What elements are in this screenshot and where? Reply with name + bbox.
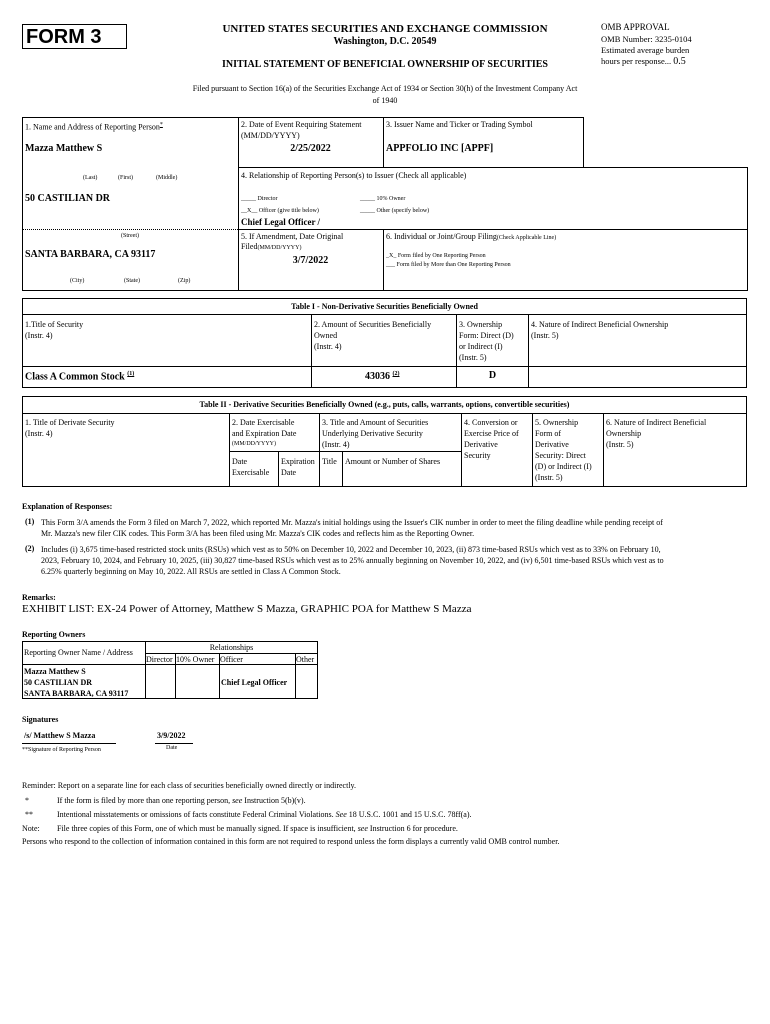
- star1-text: If the form is filed by more than one reporting person, see Instruction 5(b)(v).: [57, 796, 306, 805]
- t1-col2-header: 2. Amount of Securities Beneficially Owned (Instr. 4): [314, 320, 432, 351]
- table1-title: Table I - Non-Derivative Securities Beneficially Owned: [291, 302, 478, 311]
- director-option: _____ Director: [241, 196, 278, 202]
- box1-label-mark: *: [159, 122, 163, 128]
- persons-text: Persons who respond to the collection of information contained in this form are not required to respond unless the form displays a currently valid OMB control number.: [22, 837, 560, 846]
- box5-label-line1: 5. If Amendment, Date Original: [241, 232, 344, 241]
- amount-cell: [312, 371, 455, 382]
- owner-name-address: Mazza Matthew S 50 CASTILIAN DR SANTA BARBARA, CA 93117: [24, 667, 129, 698]
- star1-mark: *: [25, 796, 29, 805]
- filed-line1: Filed pursuant to Section 16(a) of the Securities Exchange Act of 1934 or Section 30(h) of the Investment Company Act: [192, 84, 578, 93]
- t1-col1-header: 1.Title of Security (Instr. 4): [25, 320, 84, 340]
- security-footnote-link[interactable]: (1): [127, 371, 135, 377]
- signature-caption: **Signature of Reporting Person: [22, 747, 101, 753]
- remarks-title: Remarks:: [22, 593, 56, 602]
- signatures-title: Signatures: [22, 715, 59, 724]
- event-date: 2/25/2022: [290, 143, 331, 154]
- city-caption: (City): [70, 278, 85, 284]
- issuer-name: APPFOLIO INC [APPF]: [386, 143, 494, 154]
- star2-text: Intentional misstatements or omissions of facts constitute Federal Criminal Violations. See 18 U.S.C. 1001 and 15 U.S.C. 78ff(a).: [57, 810, 472, 819]
- amount-value: 43036: [365, 371, 390, 383]
- city-value: SANTA BARBARA, CA 93117: [25, 249, 156, 260]
- t1-col3-header: 3. Ownership Form: Direct (D) or Indirect (I) (Instr. 5): [459, 320, 514, 362]
- zip-caption: (Zip): [178, 278, 191, 284]
- box6-label-suffix: (Check Applicable Line): [496, 235, 557, 241]
- reminder-text: Reminder: Report on a separate line for each class of securities beneficially owned directly or indirectly.: [22, 781, 357, 790]
- t2-title-header: Title: [322, 457, 337, 466]
- footnote-1-text: This Form 3/A amends the Form 3 filed on March 7, 2022, which reported Mr. Mazza's initial holdings using the Issuer's CIK number in order to meet the filing deadline while pending receipt of Mr. Mazza's new filer CIK codes. This Form 3/A has been filed using Mr. Mazza's CIK codes and reflects him as the Reporting Owner.: [41, 518, 663, 538]
- burden-line1: Estimated average burden: [601, 45, 690, 55]
- t2-col1-header: 1. Title of Derivate Security (Instr. 4): [25, 418, 115, 438]
- footnote-2-text: Includes (i) 3,675 time-based restricted stock units (RSUs) which vest as to 50% on December 10, 2022 and December 10, 2023, (ii) 873 time-based RSUs which vest as to 33% on February 10, 2023, February 10, 2024, and February 10, 2025, (iii) 30,827 time-based RSUs which vest as to 25% annually beginning on November 10, 2022, and (iv) 6,501 time-based RSUs which vest as to 6.25% quarterly beginning on May 10, 2022. All RSUs are settled in Class A Common Stock.: [41, 545, 664, 576]
- note-mark: Note:: [22, 824, 40, 833]
- agency-location: Washington, D.C. 20549: [333, 36, 437, 47]
- t2-col3-header: 3. Title and Amount of Securities Underlying Derivative Security (Instr. 4): [322, 418, 429, 449]
- state-caption: (State): [124, 278, 140, 284]
- star2-mark: **: [25, 810, 33, 819]
- table-row: [25, 371, 134, 382]
- t2-col4-header: 4. Conversion or Exercise Price of Derivative Security: [464, 418, 519, 460]
- signature-date: 3/9/2022: [157, 731, 186, 740]
- ten-percent-option: _____ 10% Owner: [360, 196, 406, 202]
- officer-title: Chief Legal Officer /: [241, 217, 321, 227]
- amendment-date: 3/7/2022: [292, 255, 329, 266]
- footnote-1-number: (1): [25, 517, 35, 526]
- signature-name: /s/ Matthew S Mazza: [24, 731, 96, 740]
- reporting-owners-title: Reporting Owners: [22, 630, 86, 639]
- t2-amount-header: Amount or Number of Shares: [345, 457, 441, 466]
- box3-label: 3. Issuer Name and Ticker or Trading Symbol: [386, 120, 533, 129]
- note-text: File three copies of this Form, one of which must be manually signed. If space is insufficient, see Instruction 6 for procedure.: [57, 824, 458, 833]
- box2-label-line1: 2. Date of Event Requiring Statement: [241, 120, 362, 129]
- t2-col2-header: 2. Date Exercisable and Expiration Date (MM/DD/YYYY): [232, 418, 297, 447]
- explanations-title: Explanation of Responses:: [22, 502, 113, 511]
- footnote-2-number: (2): [25, 544, 35, 553]
- street-value: 50 CASTILIAN DR: [25, 193, 111, 204]
- owner-col-ten: 10% Owner: [176, 655, 215, 664]
- t2-date-exercisable-header: Date Exercisable: [232, 457, 270, 477]
- box2-label-line2: (MM/DD/YYYY): [241, 131, 300, 140]
- owner-col-name: Reporting Owner Name / Address: [24, 648, 133, 657]
- owner-col-officer: Officer: [220, 655, 243, 664]
- remarks-text: EXHIBIT LIST: EX-24 Power of Attorney, Matthew S Mazza, GRAPHIC POA for Matthew S Mazza: [22, 603, 472, 615]
- form-title: INITIAL STATEMENT OF BENEFICIAL OWNERSHIP OF SECURITIES: [221, 59, 548, 70]
- t2-col6-header: 6. Nature of Indirect Beneficial Ownership (Instr. 5): [606, 418, 707, 449]
- form-label: FORM 3: [22, 24, 127, 49]
- filed-line2: of 1940: [372, 96, 398, 105]
- ownership-form: D: [488, 370, 497, 381]
- middle-caption: (Middle): [156, 175, 178, 181]
- box6-label: 6. Individual or Joint/Group Filing(Check Applicable Line): [386, 232, 557, 241]
- box5-label-suffix: (MM/DD/YYYY): [257, 245, 302, 251]
- other-option: _____ Other (specify below): [360, 208, 430, 214]
- burden-value: 0.5: [673, 56, 686, 67]
- last-caption: (Last): [83, 175, 98, 181]
- more-persons-option: ___ Form filed by More than One Reporting Person: [386, 262, 511, 268]
- owner-officer-value: Chief Legal Officer: [221, 678, 288, 687]
- t2-expiration-header: Expiration Date: [281, 457, 315, 477]
- owner-col-relationships: Relationships: [209, 643, 254, 652]
- omb-number: OMB Number: 3235-0104: [601, 34, 692, 44]
- table2-title: Table II - Derivative Securities Beneficially Owned (e.g., puts, calls, warrants, options, convertible securities): [199, 400, 570, 409]
- street-caption: (Street): [121, 233, 139, 239]
- t2-col5-header: 5. Ownership Form of Derivative Security: Direct (D) or Indirect (I) (Instr. 5): [535, 418, 592, 482]
- box5-label-line2: Filed(MM/DD/YYYY): [241, 242, 302, 251]
- reporting-person-name: Mazza Matthew S: [25, 143, 103, 154]
- first-caption: (First): [118, 175, 133, 181]
- box1-label: 1. Name and Address of Reporting Person*: [25, 122, 163, 132]
- burden-line2: hours per response... 0.5: [601, 56, 686, 67]
- box4-label: 4. Relationship of Reporting Person(s) to Issuer (Check all applicable): [241, 171, 467, 180]
- security-title: Class A Common Stock: [25, 371, 125, 383]
- amount-footnote-link[interactable]: (2): [392, 371, 400, 377]
- officer-option: __X__ Officer (give title below): [241, 208, 319, 214]
- t1-col4-header: 4. Nature of Indirect Beneficial Ownership (Instr. 5): [531, 320, 669, 340]
- date-caption: Date: [166, 745, 178, 751]
- one-person-option: _X_ Form filed by One Reporting Person: [386, 253, 486, 259]
- omb-approval: OMB APPROVAL: [601, 22, 670, 32]
- owner-col-other: Other: [296, 655, 315, 664]
- owner-col-director: Director: [146, 655, 173, 664]
- agency-name: UNITED STATES SECURITIES AND EXCHANGE COMMISSION: [222, 23, 548, 35]
